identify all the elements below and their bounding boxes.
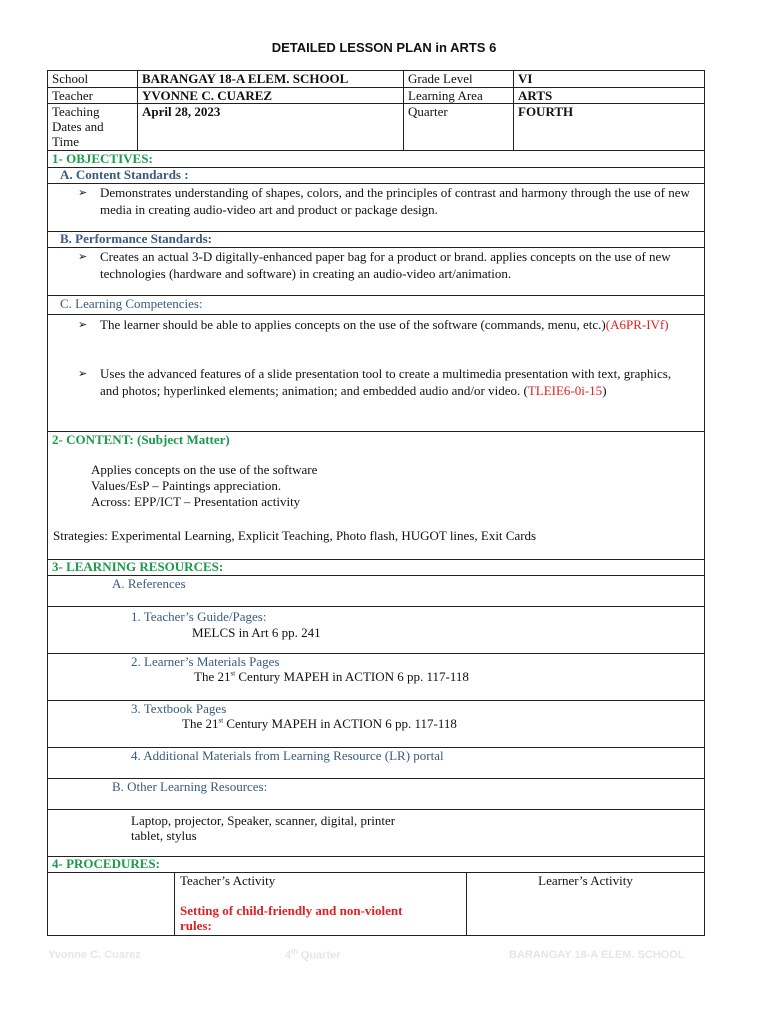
references-label: A. References	[112, 576, 186, 591]
resources-heading-row	[48, 560, 704, 576]
footer-school: BARANGAY 18-A ELEM. SCHOOL	[509, 949, 685, 961]
competency-1	[100, 316, 692, 333]
objectives-heading: 1- OBJECTIVES:	[52, 151, 153, 166]
procedures-table-row	[48, 873, 704, 935]
learner-activity-header: Learner’s Activity	[538, 873, 633, 888]
dates-label-line: Teaching	[52, 104, 100, 119]
setting-rules-line-1: Setting of child-friendly and non-violent	[180, 903, 403, 918]
teacher-activity-header: Teacher’s Activity	[180, 873, 276, 888]
procedures-blank-cell	[48, 873, 175, 935]
additional-materials-label: 4. Additional Materials from Learning Resource (LR) portal	[131, 748, 444, 763]
content-line-1: Applies concepts on the use of the software	[91, 462, 318, 477]
content-heading-sub: (Subject Matter)	[136, 432, 230, 447]
content-line-3: Across: EPP/ICT – Presentation activity	[91, 494, 301, 509]
lesson-plan-table	[47, 70, 705, 936]
area-label: Learning Area	[404, 88, 514, 103]
setting-rules-line-2: rules:	[180, 918, 212, 933]
competency-1-code: (A6PR-IVf)	[605, 317, 669, 332]
learners-materials-value	[194, 669, 469, 685]
area-value: ARTS	[518, 88, 553, 103]
footer-teacher-name: Yvonne C. Cuarez	[48, 949, 141, 961]
footer-quarter-part: 4	[285, 949, 292, 962]
teacher-activity-cell	[175, 873, 467, 935]
school-label: School	[48, 71, 138, 87]
content-standards-heading: A. Content Standards :	[60, 167, 189, 182]
other-resources-line-1: Laptop, projector, Speaker, scanner, digital, printer	[131, 813, 396, 828]
other-resources-list-row	[48, 810, 704, 857]
other-resources-line-2: tablet, stylus	[131, 828, 197, 843]
content-line-2: Values/EsP – Paintings appreciation.	[91, 478, 282, 493]
competencies-heading: C. Learning Competencies:	[60, 296, 203, 311]
competency-1-text: The learner should be able to applies concepts on the use of the software (commands, menu, etc.)	[100, 317, 606, 332]
textbook-row	[48, 701, 704, 748]
other-resources-label: B. Other Learning Resources:	[112, 779, 268, 794]
learners-materials-label: 2. Learner’s Materials Pages	[131, 654, 280, 669]
competencies-heading-row	[48, 296, 704, 315]
performance-standards-heading: B. Performance Standards:	[60, 231, 213, 246]
bullet-arrow-icon: ➢	[78, 319, 88, 331]
content-strategies: Strategies: Experimental Learning, Explicit Teaching, Photo flash, HUGOT lines, Exit Cards	[53, 528, 537, 543]
content-standards-heading-row	[48, 168, 704, 184]
performance-standards-text: Creates an actual 3-D digitally-enhanced paper bag for a product or brand. applies concepts on the use of new technologies (hardware and software) in creating an audio-video art/animation.	[100, 249, 671, 281]
competency-2-close: )	[602, 383, 607, 398]
value-sup: st	[218, 716, 224, 725]
teachers-guide-label: 1. Teacher’s Guide/Pages:	[131, 609, 267, 624]
header-row-teacher	[48, 88, 704, 104]
teacher-value: YVONNE C. CUAREZ	[138, 88, 404, 103]
competencies-row	[48, 315, 704, 432]
other-resources-row	[48, 779, 704, 810]
bullet-arrow-icon: ➢	[78, 251, 88, 263]
textbook-label: 3. Textbook Pages	[131, 701, 227, 716]
procedures-heading-row	[48, 857, 704, 873]
value-part: Century MAPEH in ACTION 6 pp. 117-118	[223, 716, 457, 731]
content-standards-text: Demonstrates understanding of shapes, colors, and the principles of contrast and harmony through the use of new media in creating audio-video art and product or package design.	[100, 185, 690, 217]
teachers-guide-value: MELCS in Art 6 pp. 241	[192, 625, 321, 640]
procedures-heading: 4- PROCEDURES:	[52, 856, 160, 871]
learner-activity-cell	[467, 873, 704, 935]
quarter-value: FOURTH	[518, 104, 574, 119]
competency-2-text: Uses the advanced features of a slide presentation tool to create a multimedia presentation with text, graphics, and photos; hyperlinked elements; animation; and embedded audio and/or video. (	[100, 366, 672, 398]
school-value: BARANGAY 18-A ELEM. SCHOOL	[138, 71, 404, 87]
content-heading-num: 2- CONTENT:	[52, 432, 134, 447]
additional-materials-row	[48, 748, 704, 779]
teachers-guide-row	[48, 607, 704, 654]
references-row	[48, 576, 704, 607]
grade-label: Grade Level	[404, 71, 514, 87]
objectives-heading-row	[48, 151, 704, 168]
dates-label-line: Time	[52, 134, 79, 149]
dates-value: April 28, 2023	[138, 104, 404, 150]
dates-label-line: Dates and	[52, 119, 104, 134]
header-row-dates	[48, 104, 704, 151]
value-sup: st	[230, 669, 236, 678]
performance-standards-row	[48, 248, 704, 296]
competency-2-code: TLEIE6-0i-15	[527, 383, 603, 398]
learners-materials-row	[48, 654, 704, 701]
content-row	[48, 432, 704, 560]
competency-2	[100, 365, 692, 399]
value-part: The 21	[194, 669, 231, 684]
teacher-label: Teacher	[48, 88, 138, 103]
value-part: Century MAPEH in ACTION 6 pp. 117-118	[235, 669, 469, 684]
footer-quarter-sup: th	[291, 949, 298, 956]
quarter-label: Quarter	[404, 104, 514, 150]
resources-heading: 3- LEARNING RESOURCES:	[52, 559, 224, 574]
textbook-value	[182, 716, 457, 732]
performance-standards-heading-row	[48, 232, 704, 248]
footer-quarter	[285, 949, 341, 962]
value-part: The 21	[182, 716, 219, 731]
content-heading	[52, 432, 230, 448]
content-standards-row	[48, 184, 704, 232]
grade-value: VI	[518, 71, 533, 86]
document-title: DETAILED LESSON PLAN in ARTS 6	[271, 40, 497, 55]
dates-label	[48, 104, 138, 150]
bullet-arrow-icon: ➢	[78, 187, 88, 199]
header-row-school	[48, 71, 704, 88]
bullet-arrow-icon: ➢	[78, 368, 88, 380]
footer-quarter-part: Quarter	[297, 949, 341, 962]
